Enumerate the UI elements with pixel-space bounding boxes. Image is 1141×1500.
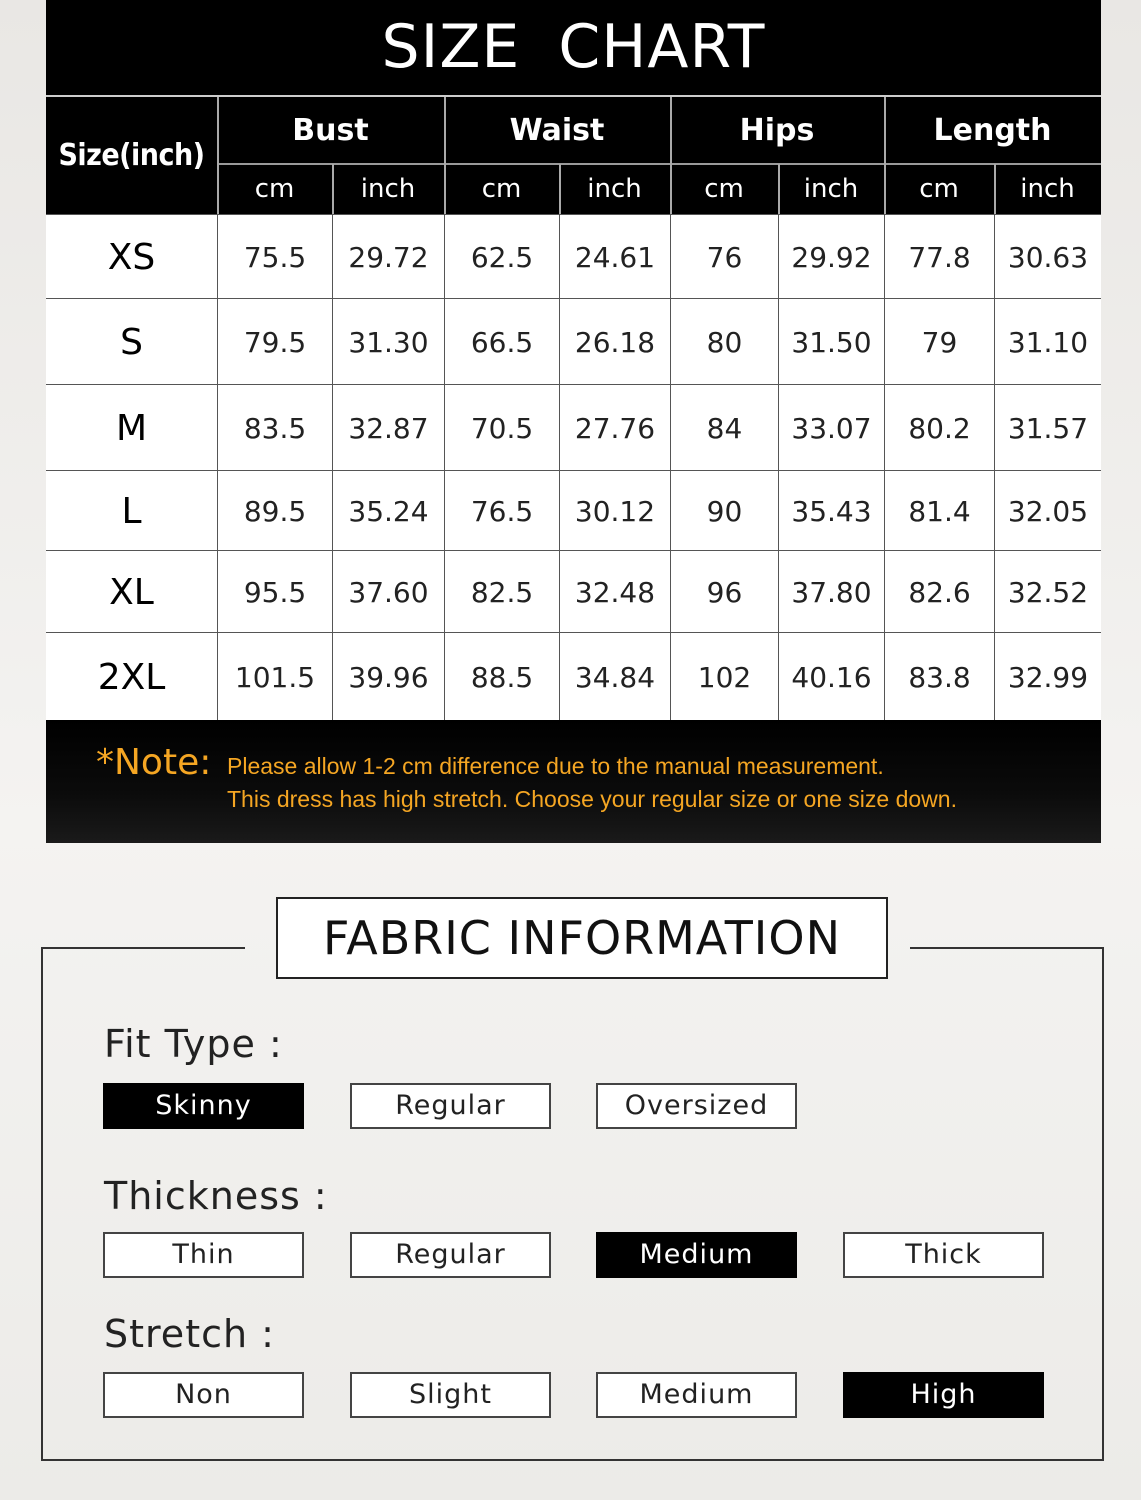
length-header: Length xyxy=(933,113,1052,148)
table-cell: 31.57 xyxy=(994,385,1101,471)
stretch-option-high: High xyxy=(843,1372,1044,1418)
header-divider xyxy=(778,164,780,214)
table-cell: 83.5 xyxy=(217,385,332,471)
table-cell: 76 xyxy=(670,215,778,299)
thickness-option-medium: Medium xyxy=(596,1232,797,1278)
table-row xyxy=(46,214,1101,299)
unit-header: cm xyxy=(481,174,522,204)
unit-header: cm xyxy=(254,174,295,204)
unit-header: cm xyxy=(919,174,959,204)
header-divider xyxy=(444,97,446,214)
table-cell: 76.5 xyxy=(444,471,559,551)
table-cell: 82.6 xyxy=(884,551,994,633)
stretch-option-medium: Medium xyxy=(596,1372,797,1418)
table-cell: 37.80 xyxy=(778,551,884,633)
size-cell: L xyxy=(121,490,142,532)
table-cell: 31.50 xyxy=(778,299,884,385)
table-cell: 34.84 xyxy=(559,633,670,721)
table-cell: 80 xyxy=(670,299,778,385)
table-cell: 30.12 xyxy=(559,471,670,551)
size-table-body xyxy=(46,214,1101,720)
table-cell: 90 xyxy=(670,471,778,551)
fit-option-regular: Regular xyxy=(350,1083,551,1129)
table-cell: 70.5 xyxy=(444,385,559,471)
table-cell: 62.5 xyxy=(444,215,559,299)
table-cell: 82.5 xyxy=(444,551,559,633)
table-cell: 30.63 xyxy=(994,215,1101,299)
table-cell: 29.92 xyxy=(778,215,884,299)
table-cell: 39.96 xyxy=(332,633,444,721)
fit-option-skinny: Skinny xyxy=(103,1083,304,1129)
size-cell: XS xyxy=(107,236,156,278)
table-cell: 79.5 xyxy=(217,299,332,385)
thickness-option-thin: Thin xyxy=(103,1232,304,1278)
table-cell: 88.5 xyxy=(444,633,559,721)
fit-option-oversized: Oversized xyxy=(596,1083,797,1129)
table-row xyxy=(46,470,1101,551)
table-cell: 35.24 xyxy=(332,471,444,551)
table-cell: 83.8 xyxy=(884,633,994,721)
table-cell: 24.61 xyxy=(559,215,670,299)
hips-header: Hips xyxy=(739,113,815,148)
unit-header: inch xyxy=(1020,174,1075,204)
size-cell: S xyxy=(120,321,143,363)
table-cell: 80.2 xyxy=(884,385,994,471)
table-cell: 32.05 xyxy=(994,471,1101,551)
table-cell: 31.30 xyxy=(332,299,444,385)
table-cell: 32.48 xyxy=(559,551,670,633)
table-cell: 81.4 xyxy=(884,471,994,551)
fit-type-label: Fit Type : xyxy=(104,1022,283,1066)
note-box xyxy=(46,720,1101,843)
table-cell: 79 xyxy=(884,299,994,385)
unit-header: inch xyxy=(587,174,642,204)
stretch-label: Stretch : xyxy=(104,1312,275,1356)
table-cell: 102 xyxy=(670,633,778,721)
header-divider xyxy=(559,164,561,214)
frame-top-line xyxy=(41,947,245,949)
table-cell: 32.52 xyxy=(994,551,1101,633)
size-chart-title: SIZE CHART xyxy=(381,12,766,82)
waist-header: Waist xyxy=(509,113,605,148)
bust-header: Bust xyxy=(292,113,369,148)
stretch-option-non: Non xyxy=(103,1372,304,1418)
table-cell: 29.72 xyxy=(332,215,444,299)
header-divider xyxy=(332,164,334,214)
table-cell: 32.99 xyxy=(994,633,1101,721)
note-label: *Note: xyxy=(96,742,212,783)
frame-top-line xyxy=(910,947,1104,949)
unit-header: inch xyxy=(803,174,859,204)
stretch-option-slight: Slight xyxy=(350,1372,551,1418)
table-cell: 27.76 xyxy=(559,385,670,471)
header-divider xyxy=(670,97,672,214)
table-cell: 89.5 xyxy=(217,471,332,551)
table-cell: 77.8 xyxy=(884,215,994,299)
size-cell: M xyxy=(115,407,148,449)
table-row xyxy=(46,550,1101,633)
table-cell: 84 xyxy=(670,385,778,471)
table-row xyxy=(46,384,1101,471)
thickness-option-thick: Thick xyxy=(843,1232,1044,1278)
table-cell: 33.07 xyxy=(778,385,884,471)
thickness-label: Thickness : xyxy=(104,1174,328,1218)
table-cell: 35.43 xyxy=(778,471,884,551)
size-chart xyxy=(46,0,1101,843)
header-divider xyxy=(884,97,886,214)
size-cell: XL xyxy=(109,571,154,613)
table-cell: 66.5 xyxy=(444,299,559,385)
table-cell: 26.18 xyxy=(559,299,670,385)
table-row xyxy=(46,632,1101,721)
table-cell: 75.5 xyxy=(217,215,332,299)
thickness-option-regular: Regular xyxy=(350,1232,551,1278)
header-divider xyxy=(994,164,996,214)
fabric-info-title: FABRIC INFORMATION xyxy=(276,897,888,979)
table-cell: 96 xyxy=(670,551,778,633)
table-cell: 31.10 xyxy=(994,299,1101,385)
table-cell: 32.87 xyxy=(332,385,444,471)
note-text: Please allow 1-2 cm difference due to the manual measurement. xyxy=(227,753,884,779)
table-cell: 37.60 xyxy=(332,551,444,633)
unit-header: inch xyxy=(360,174,416,204)
table-cell: 101.5 xyxy=(217,633,332,721)
size-cell: 2XL xyxy=(97,656,166,698)
table-cell: 95.5 xyxy=(217,551,332,633)
size-column-header: Size(inch) xyxy=(58,138,205,173)
table-row xyxy=(46,298,1101,385)
note-text: This dress has high stretch. Choose your regular size or one size down. xyxy=(227,786,957,812)
table-cell: 40.16 xyxy=(778,633,884,721)
header-divider xyxy=(217,97,219,214)
unit-header: cm xyxy=(704,174,744,204)
